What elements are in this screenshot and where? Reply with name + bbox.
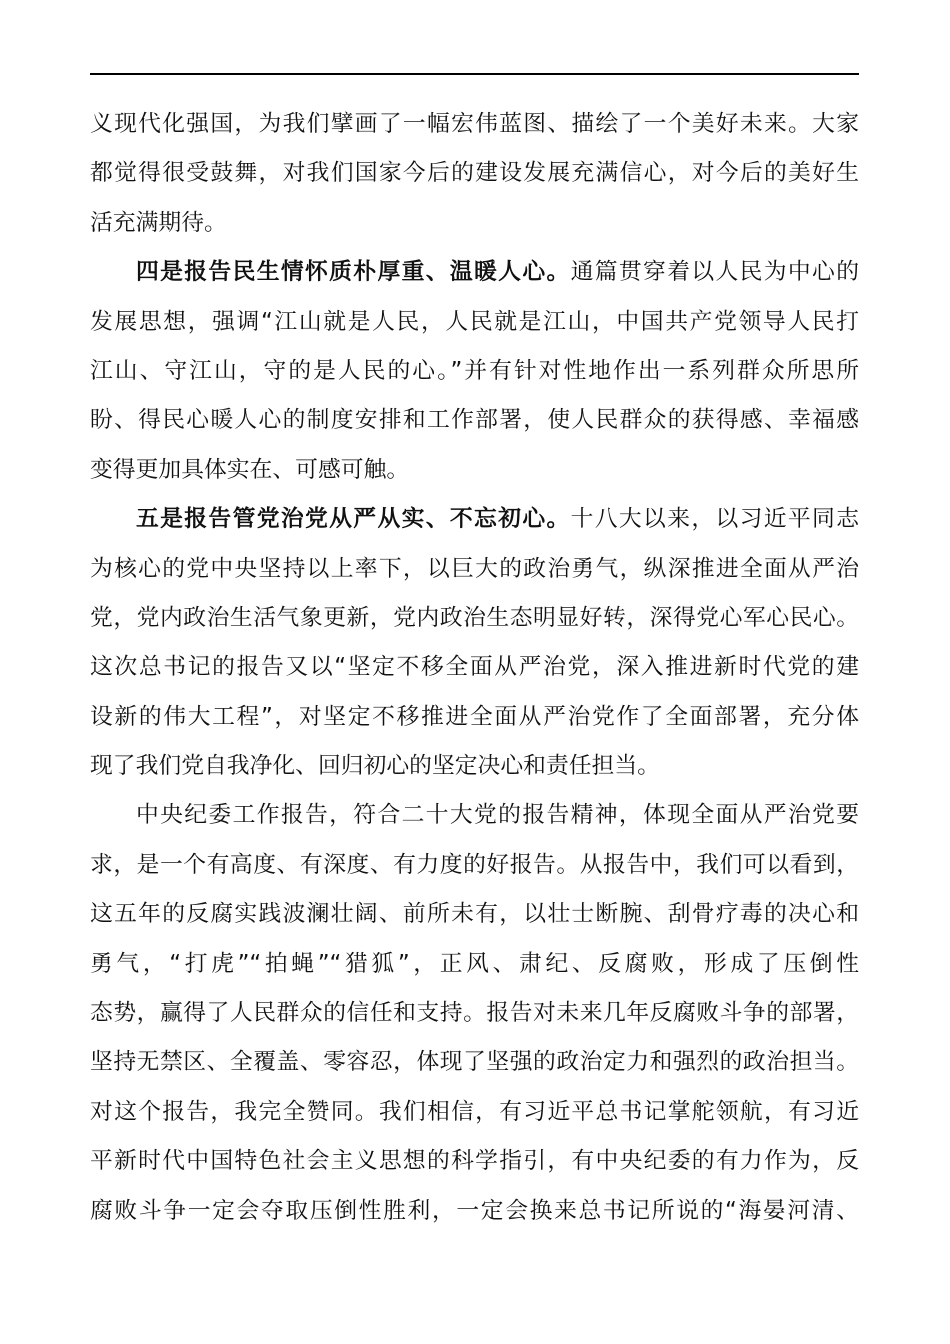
text-line: 都觉得很受鼓舞，对我们国家今后的建设发展充满信心，对今后的美好生: [90, 160, 859, 187]
document-body: [90, 100, 859, 1236]
text-run: 通篇贯穿着以人民为中心的: [570, 259, 860, 286]
paragraph-five-first-line: [90, 495, 859, 544]
text-line: 坚持无禁区、全覆盖、零容忍，体现了坚强的政治定力和强烈的政治担当。: [90, 1049, 859, 1076]
text-line: 为核心的党中央坚持以上率下，以巨大的政治勇气，纵深推进全面从严治: [90, 555, 859, 582]
text-line: 腐败斗争一定会夺取压倒性胜利，一定会换来总书记所说的“海晏河清、: [90, 1197, 859, 1224]
text-line: 求，是一个有高度、有深度、有力度的好报告。从报告中，我们可以看到，: [90, 851, 859, 878]
text-line: 活充满期待。: [90, 209, 227, 236]
text-line: 平新时代中国特色社会主义思想的科学指引，有中央纪委的有力作为，反: [90, 1148, 859, 1175]
paragraph-four-first-line: [90, 248, 859, 297]
text-line: 对这个报告，我完全赞同。我们相信，有习近平总书记掌舵领航，有习近: [90, 1098, 859, 1125]
paragraph-four-heading: 四是报告民生情怀质朴厚重、温暖人心。: [136, 259, 571, 286]
paragraph-six-first-line: 中央纪委工作报告，符合二十大党的报告精神，体现全面从严治党要: [136, 802, 859, 829]
paragraph-five-heading: 五是报告管党治党从严从实、不忘初心。: [136, 506, 571, 533]
text-line: 发展思想，强调“江山就是人民，人民就是江山，中国共产党领导人民打: [90, 308, 859, 335]
text-line: 江山、守江山，守的是人民的心。”并有针对性地作出一系列群众所思所: [90, 357, 859, 384]
text-line: 盼、得民心暖人心的制度安排和工作部署，使人民群众的获得感、幸福感: [90, 407, 859, 434]
text-line: 这次总书记的报告又以“坚定不移全面从严治党，深入推进新时代党的建: [90, 654, 859, 681]
text-line: 现了我们党自我净化、回归初心的坚定决心和责任担当。: [90, 753, 660, 780]
text-line: 设新的伟大工程”，对坚定不移推进全面从严治党作了全面部署，充分体: [90, 703, 859, 730]
text-run: 十八大以来，以习近平同志: [570, 506, 860, 533]
header-rule: [90, 73, 859, 75]
text-line: 态势，赢得了人民群众的信任和支持。报告对未来几年反腐败斗争的部署，: [90, 1000, 859, 1027]
text-line: 变得更加具体实在、可感可触。: [90, 456, 410, 483]
text-line: 这五年的反腐实践波澜壮阔、前所未有，以壮士断腕、刮骨疗毒的决心和: [90, 901, 859, 928]
text-line: 党，党内政治生活气象更新，党内政治生态明显好转，深得党心军心民心。: [90, 604, 859, 631]
text-line: 勇气，“打虎”“拍蝇”“猎狐”，正风、肃纪、反腐败，形成了压倒性: [90, 950, 859, 977]
text-line: 义现代化强国，为我们擘画了一幅宏伟蓝图、描绘了一个美好未来。大家: [90, 111, 859, 137]
